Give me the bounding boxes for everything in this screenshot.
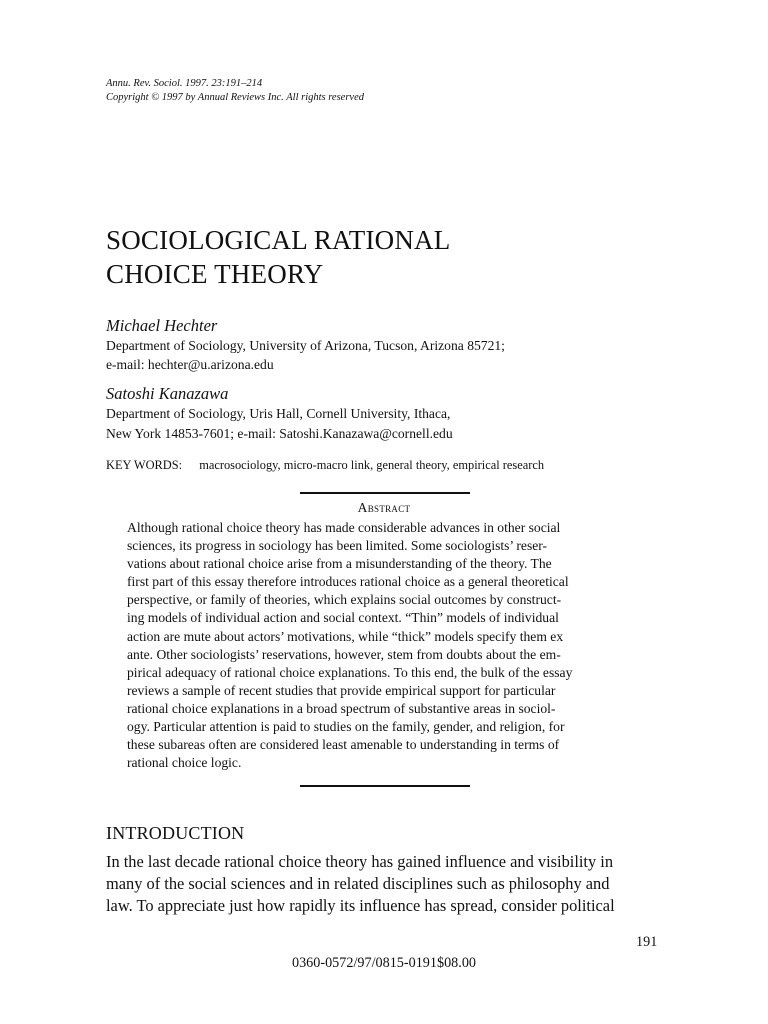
introduction-body — [106, 851, 615, 917]
copyright-notice: Copyright © 1997 by Annual Reviews Inc. All rights reserved — [106, 92, 364, 103]
abstract-line: rational choice logic. — [127, 755, 242, 771]
author-name: Satoshi Kanazawa — [106, 384, 229, 403]
abstract-line: vations about rational choice arise from a misunderstanding of the theory. The — [127, 556, 552, 572]
author-email: e-mail: hechter@u.arizona.edu — [106, 357, 274, 372]
abstract-bottom-rule — [300, 785, 470, 787]
abstract-line: pirical adequacy of rational choice explanations. To this end, the bulk of the essay — [127, 664, 573, 680]
abstract-body — [127, 519, 572, 772]
journal-citation: Annu. Rev. Sociol. 1997. 23:191–214 — [106, 78, 263, 89]
author-email: New York 14853-7601; e-mail: Satoshi.Kanazawa@cornell.edu — [106, 426, 453, 441]
article-title-line-2: CHOICE THEORY — [106, 259, 324, 289]
abstract-line: sciences, its progress in sociology has been limited. Some sociologists’ reser- — [127, 538, 548, 554]
abstract-top-rule — [300, 492, 470, 494]
article-code: 0360-0572/97/0815-0191$08.00 — [291, 955, 477, 971]
abstract-line: perspective, or family of theories, which explains social outcomes by construct- — [127, 592, 562, 608]
abstract-line: Although rational choice theory has made considerable advances in other social — [127, 520, 561, 535]
abstract-heading: Abstract — [357, 500, 411, 515]
abstract-line: these subareas often are considered least amenable to understanding in terms of — [127, 737, 560, 753]
body-line: many of the social sciences and in related disciplines such as philosophy and — [106, 874, 610, 893]
body-line: In the last decade rational choice theory has gained influence and visibility in — [106, 852, 614, 871]
article-title-line-1: SOCIOLOGICAL RATIONAL — [106, 225, 451, 255]
abstract-line: first part of this essay therefore introduces rational choice as a general theoretical — [127, 574, 569, 590]
author-affiliation: Department of Sociology, Uris Hall, Cornell University, Ithaca, — [106, 406, 451, 421]
author-affiliation: Department of Sociology, University of Arizona, Tucson, Arizona 85721; — [106, 338, 505, 353]
abstract-line: ante. Other sociologists’ reservations, however, stem from doubts about the em- — [127, 646, 561, 662]
keywords-label: KEY WORDS: — [106, 458, 183, 472]
abstract-line: ogy. Particular attention is paid to studies on the family, gender, and religion, for — [127, 719, 565, 735]
author-name: Michael Hechter — [106, 316, 218, 335]
abstract-line: ing models of individual action and social context. “Thin” models of individual — [127, 610, 559, 626]
section-heading-introduction: INTRODUCTION — [106, 823, 245, 843]
keywords — [106, 458, 544, 473]
body-line: law. To appreciate just how rapidly its influence has spread, consider political — [106, 896, 615, 915]
abstract-line: action are mute about actors’ motivations, while “thick” models specify them ex — [127, 628, 564, 644]
abstract-line: rational choice explanations in a broad spectrum of substantive areas in sociol- — [127, 700, 556, 716]
abstract-line: reviews a sample of recent studies that provide empirical support for particular — [127, 682, 556, 698]
page-number: 191 — [636, 934, 658, 950]
keywords-terms: macrosociology, micro-macro link, general theory, empirical research — [199, 458, 545, 472]
